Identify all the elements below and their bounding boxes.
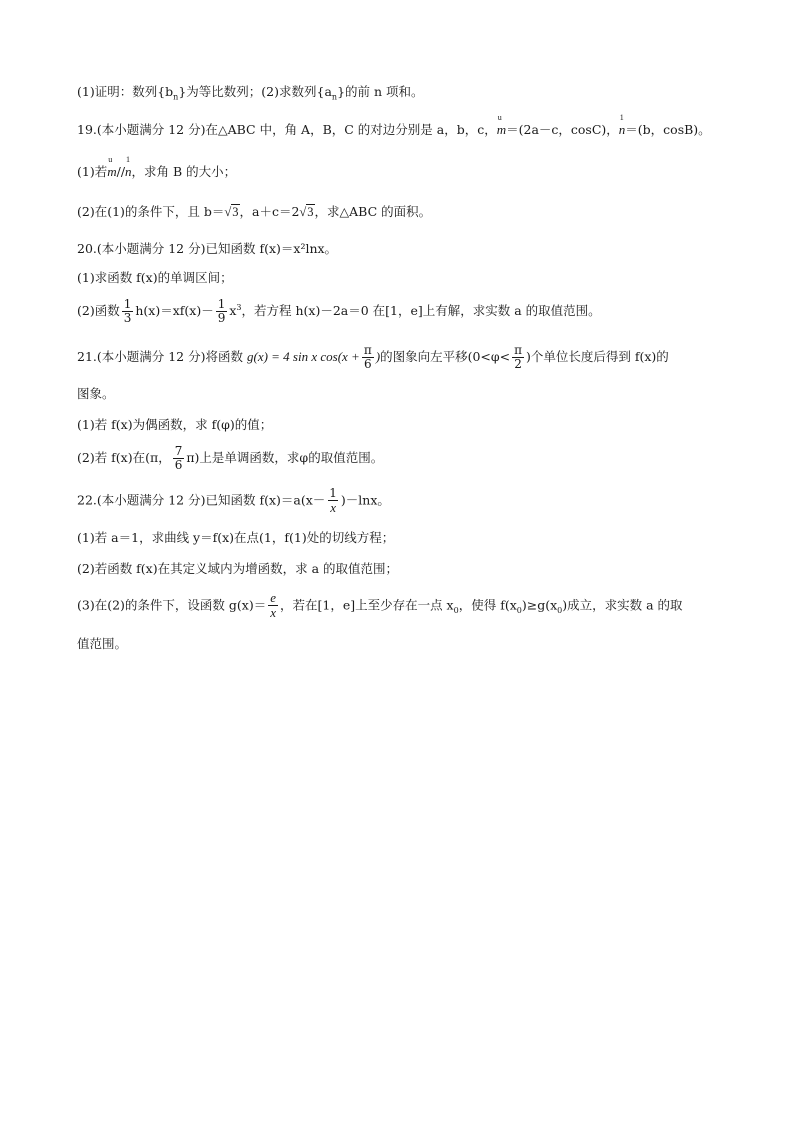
line-q21-stem: 21.(本小题满分 12 分)将函数 g(x) = 4 sin x cos(x + $\frac{\pi}{6}$ )的图象向左平移(0<φ< $\frac{\pi}{2}$ )个单位长度后得到 f(x)的 [77,343,669,372]
line-q22-part3-cont: 值范围。 [77,636,128,651]
line-q19-part2: (2)在(1)的条件下，且 b＝√3，a＋c＝2√3，求△ABC 的面积。 [77,204,432,219]
sqrt-expression: √3 [224,205,239,219]
line-q22-part2: (2)若函数 f(x)在其定义域内为增函数，求 a 的取值范围； [77,561,399,576]
fraction: $\frac{7}{6}$ [174,444,183,473]
line-q20-stem: 20.(本小题满分 12 分)已知函数 f(x)＝x²lnx。 [77,241,338,256]
line-q22-part3: (3)在(2)的条件下，设函数 g(x)＝ $\frac{e}{x}$ ，若在[1，e]上至少存在一点 $x_0$，使得 $f(x_0)\ge g(x_0)$成立，求实数 a 的取 [77,590,683,621]
fraction: $\frac{1}{9}$ [217,297,226,326]
vector-n: 1 n [125,155,132,179]
line-q21-part1: (1)若 f(x)为偶函数，求 f(φ)的值； [77,417,273,432]
fraction: $\frac{1}{3}$ [123,297,132,326]
line-q21-stem-cont: 图象。 [77,386,115,401]
vector-m: u m [107,155,117,179]
vector-n: 1 n [618,113,626,137]
fraction: $\frac{1}{x}$ [329,486,337,516]
line-q22-part1: (1)若 a＝1，求曲线 y＝f(x)在点(1，f(1)处的切线方程； [77,530,395,545]
line-q19-stem: 19.(本小题满分 12 分)在△ABC 中，角 A，B，C 的对边分别是 a，b，c， u m＝(2a－c，cosC)， 1 n＝(b，cosB)。 [77,113,711,137]
fraction: $\frac{\pi}{6}$ [363,343,372,372]
fraction: $\frac{\pi}{2}$ [514,343,522,372]
line-q18-parts: (1)证明：数列$\{b_n\}$为等比数列；(2)求数列$\{a_n\}$的前 n 项和。 [77,84,424,102]
line-q22-stem: 22.(本小题满分 12 分)已知函数 f(x)＝a(x－ $\frac{1}{x}$ )－lnx。 [77,486,390,516]
line-q20-part1: (1)求函数 f(x)的单调区间； [77,270,233,285]
vector-m: u m [496,113,507,137]
line-q21-part2: (2)若 f(x)在(π， $\frac{7}{6}$ π)上是单调函数，求φ的取值范围。 [77,444,384,473]
line-q20-part2: (2)函数 $\frac{1}{3}$ h(x)＝xf(x)－ $\frac{1}{9}$ $x^3$，若方程 h(x)－2a＝0 在[1，e]上有解，求实数 a 的取值范围。 [77,297,601,326]
line-q19-part1: (1)若 u m// 1 n，求角 B 的大小； [77,155,237,179]
sqrt-expression: √3 [299,205,314,219]
fraction: $\frac{e}{x}$ [270,590,276,621]
